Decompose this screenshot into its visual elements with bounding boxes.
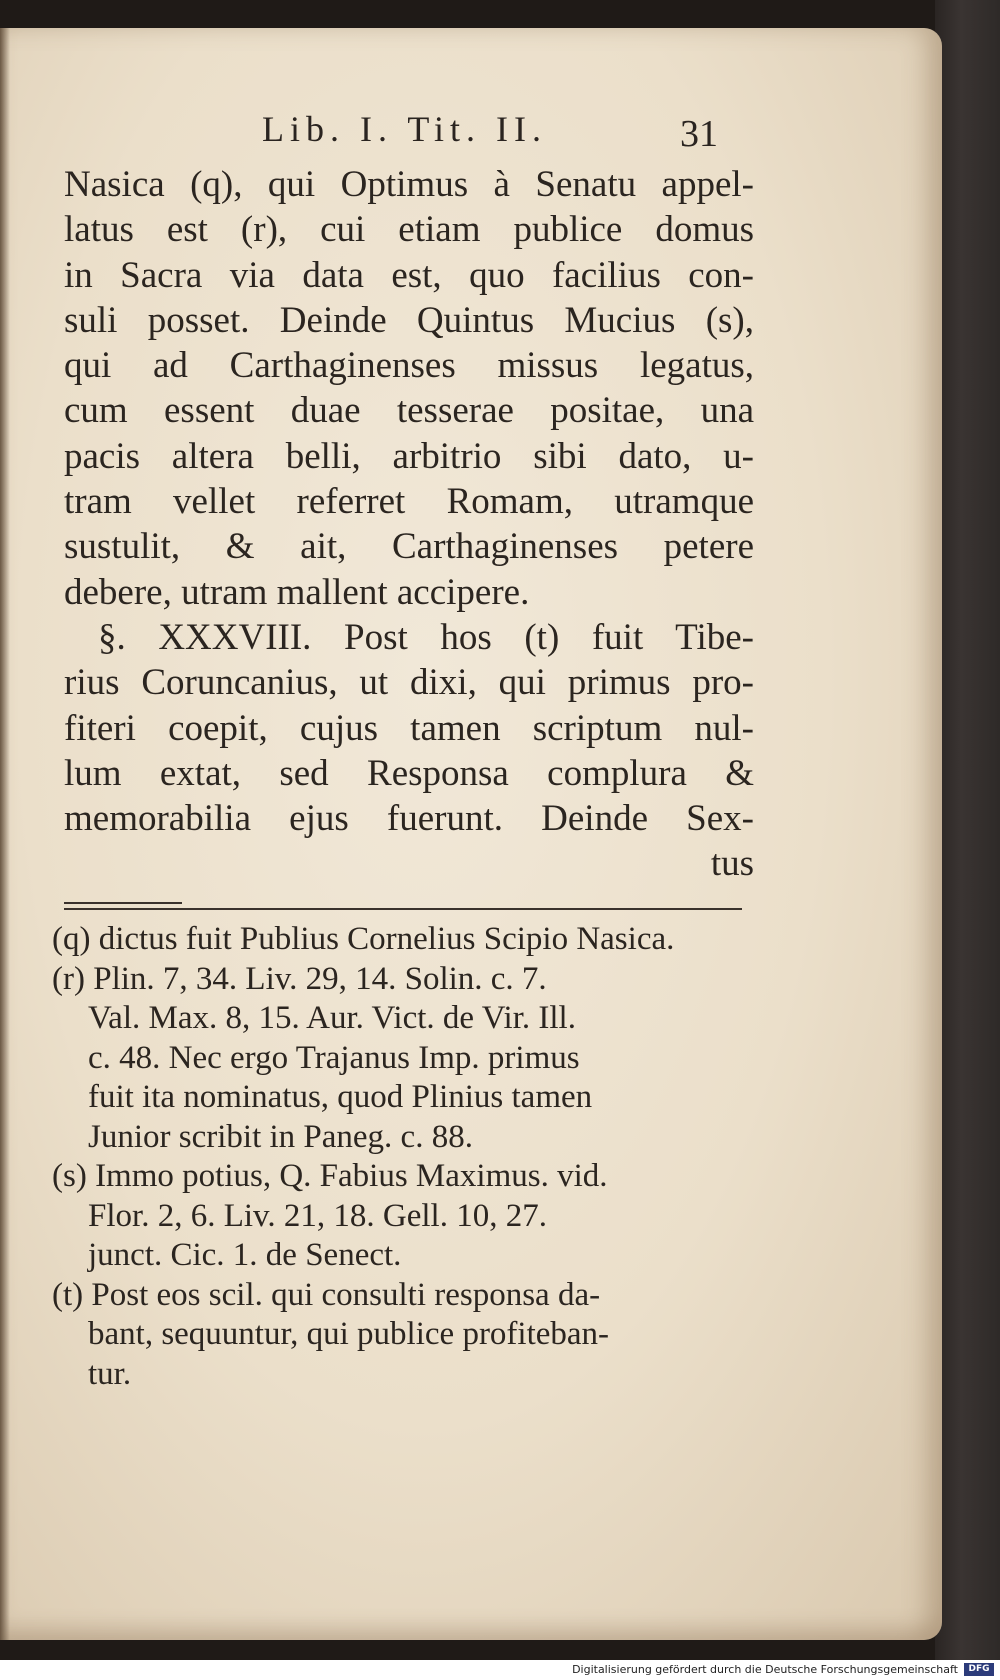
text-line: Nasica (q), qui Optimus à Senatu appel- [64, 164, 754, 205]
text-line: pacis altera belli, arbitrio sibi dato, u- [64, 435, 754, 477]
dfg-logo-icon: DFG [964, 1663, 994, 1676]
catchword: tus [710, 843, 754, 885]
text-line: sustulit, & ait, Carthaginenses petere [64, 526, 754, 568]
footnote-line: junct. Cic. 1. de Senect. [88, 1237, 402, 1273]
footnote-t: (t) Post eos scil. qui consulti responsa da- [52, 1276, 601, 1313]
page-gutter-shadow [0, 28, 10, 1640]
text-line: fiteri coepit, cujus tamen scriptum nul- [64, 707, 754, 749]
text-line: qui ad Carthaginenses missus legatus, [64, 345, 754, 387]
text-line: tram vellet referret Romam, utramque [64, 481, 754, 523]
footnote-q: (q) dictus fuit Publius Cornelius Scipio Nasica. [52, 921, 675, 957]
section-heading-line: §. XXXVIII. Post hos (t) fuit Tibe- [98, 616, 754, 658]
footnotes [52, 920, 742, 1394]
footnote-line: fuit ita nominatus, quod Plinius tamen [88, 1079, 593, 1115]
footnote-line: tur. [88, 1355, 132, 1392]
footnote-line: Flor. 2, 6. Liv. 21, 18. Gell. 10, 27. [88, 1197, 547, 1234]
footer-credit: Digitalisierung gefördert durch die Deutsche Forschungsgemeinschaft [572, 1663, 958, 1676]
footnote-s: (s) Immo potius, Q. Fabius Maximus. vid. [52, 1158, 608, 1194]
backdrop [935, 0, 1000, 1660]
footnote-rule [64, 908, 742, 910]
footnote-line: Junior scribit in Paneg. c. 88. [88, 1118, 473, 1155]
text-line: debere, utram mallent accipere. [64, 571, 530, 613]
footnote-line: bant, sequuntur, qui publice profiteban- [88, 1316, 610, 1352]
footnote-r: (r) Plin. 7, 34. Liv. 29, 14. Solin. c. 7. [52, 960, 547, 997]
text-line: in Sacra via data est, quo facilius con- [64, 254, 754, 296]
running-head: Lib. I. Tit. II. [262, 109, 548, 149]
main-text [64, 162, 754, 887]
footnote-line: Val. Max. 8, 15. Aur. Vict. de Vir. Ill. [88, 1000, 576, 1036]
text-line: memorabilia ejus fuerunt. Deinde Sex- [64, 798, 754, 840]
text-line: cum essent duae tesserae positae, una [64, 390, 754, 432]
text-line: suli posset. Deinde Quintus Mucius (s), [64, 299, 754, 341]
footnote-line: c. 48. Nec ergo Trajanus Imp. primus [88, 1039, 580, 1076]
page-number: 31 [680, 113, 718, 155]
footnote-rule-short [64, 902, 182, 904]
text-line: rius Coruncanius, ut dixi, qui primus pro- [64, 662, 754, 704]
text-line: latus est (r), cui etiam publice domus [64, 209, 754, 251]
text-line: lum extat, sed Responsa complura & [64, 752, 754, 794]
